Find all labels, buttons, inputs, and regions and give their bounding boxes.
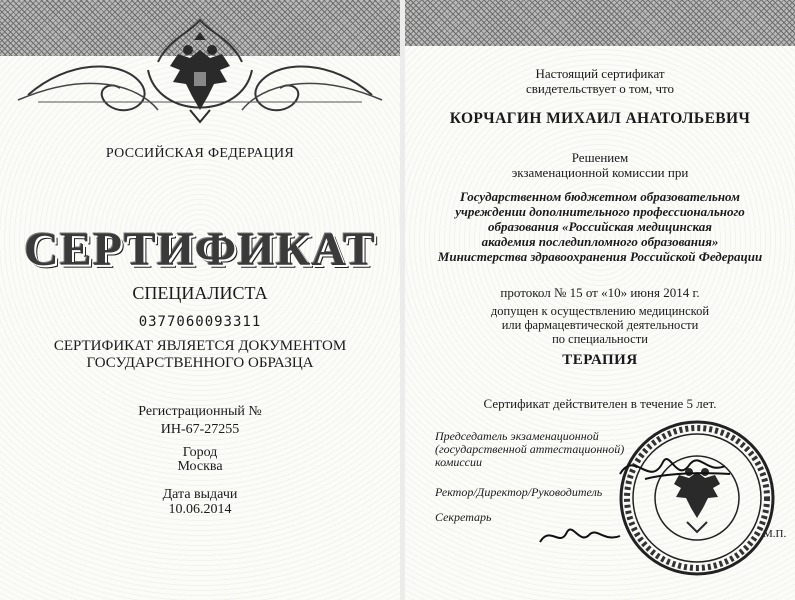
intro-line1: Настоящий сертификат xyxy=(535,66,665,81)
admit-line1: допущен к осуществлению медицинской xyxy=(490,304,710,318)
guilloche-band xyxy=(405,0,795,46)
admit-line3: по специальности xyxy=(552,332,648,346)
chair-line2: (государственной аттестационной) xyxy=(435,442,625,456)
decision-text xyxy=(405,150,795,180)
admission-text xyxy=(405,304,795,346)
admit-line2: или фармацевтической деятельности xyxy=(501,318,699,332)
secretary-signature-icon xyxy=(535,520,625,550)
holder-name: КОРЧАГИН МИХАИЛ АНАТОЛЬЕВИЧ xyxy=(449,110,751,127)
specialty-name: ТЕРАПИЯ xyxy=(562,352,638,368)
decision-line2: экзаменационной комиссии при xyxy=(511,165,689,180)
certificate-title: СЕРТИФИКАТ xyxy=(24,223,376,276)
state-note-line1: СЕРТИФИКАТ ЯВЛЯЕТСЯ ДОКУМЕНТОМ xyxy=(53,338,347,354)
issue-date-label: Дата выдачи xyxy=(162,487,238,502)
city-value: Москва xyxy=(177,459,223,474)
emblem-ornament xyxy=(8,0,392,140)
state-note-line2: ГОСУДАРСТВЕННОГО ОБРАЗЦА xyxy=(86,355,314,371)
decision-line1: Решением xyxy=(571,150,629,165)
registration-number: ИН-67-27255 xyxy=(160,422,240,437)
intro-line2: свидетельствует о том, что xyxy=(525,81,675,96)
organization-name xyxy=(405,189,795,264)
round-seal-stamp-icon xyxy=(617,418,777,578)
seal-place-label: М.П. xyxy=(763,528,787,540)
signature-icon xyxy=(615,444,735,494)
org-line5: Министерства здравоохранения Российской Федерации xyxy=(437,249,763,264)
country-label: РОССИЙСКАЯ ФЕДЕРАЦИЯ xyxy=(105,146,295,161)
validity-text: Сертификат действителен в течение 5 лет. xyxy=(483,396,717,411)
registration-label: Регистрационный № xyxy=(138,404,262,419)
org-line2: учреждении дополнительного профессионального xyxy=(455,204,745,219)
issue-date-value: 10.06.2014 xyxy=(168,502,232,517)
secretary-label: Секретарь xyxy=(435,510,492,524)
rector-label: Ректор/Директор/Руководитель xyxy=(435,485,603,499)
org-line1: Государственном бюджетном образовательном xyxy=(460,189,740,204)
city-label: Город xyxy=(182,445,218,460)
certificate-inner-page xyxy=(405,0,795,600)
chair-line1: Председатель экзаменационной xyxy=(435,429,599,443)
org-line3: образования «Российская медицинская xyxy=(488,219,712,234)
protocol-text: протокол № 15 от «10» июня 2014 г. xyxy=(500,285,700,300)
certificate-number: 0377060093311 xyxy=(138,314,262,330)
intro-text xyxy=(405,66,795,96)
certificate-subtitle: СПЕЦИАЛИСТА xyxy=(132,283,268,303)
state-document-note xyxy=(0,338,400,372)
chair-line3: комиссии xyxy=(435,455,483,469)
chairman-label xyxy=(435,430,624,469)
org-line4: академия последипломного образования» xyxy=(481,234,719,249)
double-headed-eagle-emblem-icon xyxy=(170,32,230,122)
